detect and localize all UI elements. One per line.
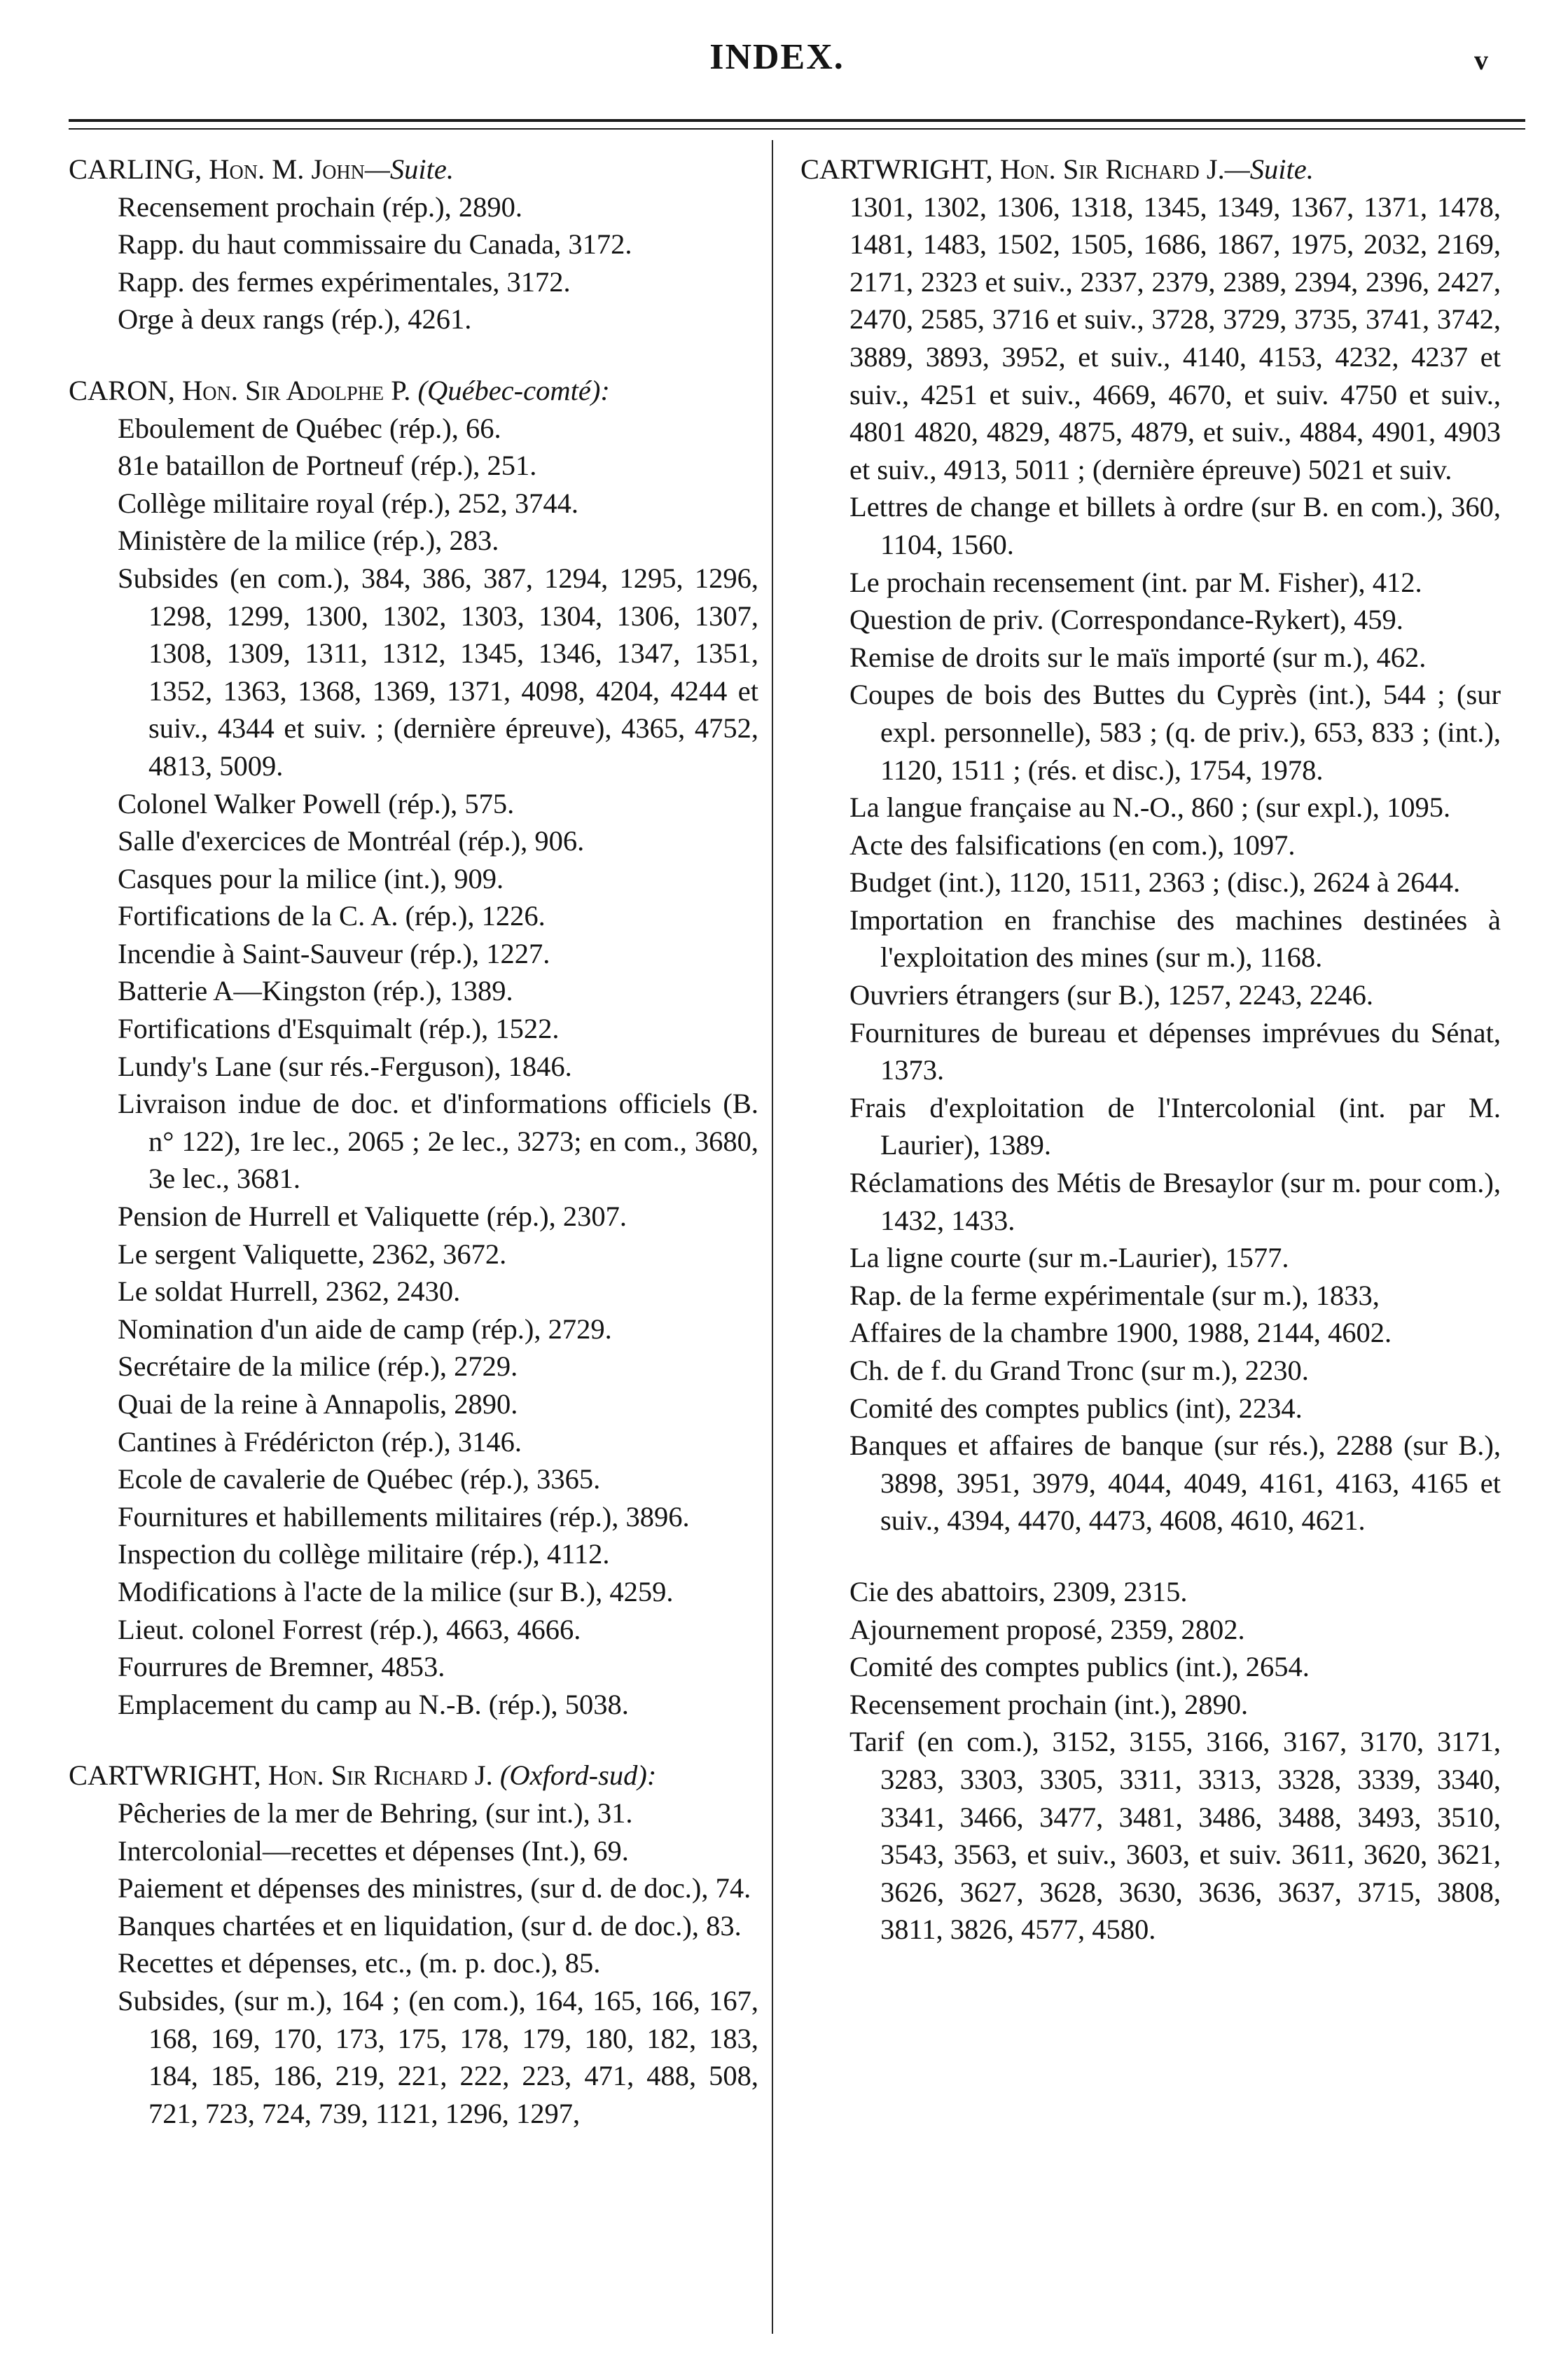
index-item: Le sergent Valiquette, 2362, 3672. [118, 1238, 507, 1270]
index-item: Batterie A—Kingston (rép.), 1389. [118, 975, 513, 1007]
index-item: Orge à deux rangs (rép.), 4261. [118, 303, 472, 335]
page-header [0, 36, 1554, 92]
index-item: Incendie à Saint-Sauveur (rép.), 1227. [118, 937, 550, 969]
entry-heading [69, 372, 758, 410]
index-item: Ministère de la milice (rép.), 283. [118, 525, 499, 557]
index-item: Casques pour la milice (int.), 909. [118, 862, 504, 894]
entry-heading-title: Hon. M. John [209, 153, 365, 185]
index-item: Budget (int.), 1120, 1511, 2363 ; (disc.), 2624 à 2644. [849, 866, 1461, 899]
index-entry-cartwright [69, 1757, 758, 2132]
page-title: INDEX. [709, 37, 845, 77]
index-entry-carling [69, 151, 758, 338]
index-item: Subsides (en com.), 384, 386, 387, 1294, 1295, 1296, 1298, 1299, 1300, 1302, 1303, 1304, 1306, 1307, 1308, 1309, 1311, 1312, 1345, 1346, 1347, 1351, 1352, 1363, 1368, 1369, 1371, 4098, 4204, 4244 et suiv., 4344 et suiv. ; (dernière épreuve), 4365, 4752, 4813, 5009. [118, 562, 758, 782]
index-item: Secrétaire de la milice (rép.), 2729. [118, 1350, 518, 1383]
entry-heading-title: Hon. Sir Richard J. [999, 153, 1225, 185]
index-item: Lundy's Lane (sur rés.-Ferguson), 1846. [118, 1050, 572, 1082]
index-item: Affaires de la chambre 1900, 1988, 2144, 4602. [849, 1317, 1392, 1349]
index-item: Le prochain recensement (int. par M. Fisher), 412. [849, 566, 1422, 598]
entry-heading [800, 151, 1501, 188]
index-item: Modifications à l'acte de la milice (sur B.), 4259. [118, 1575, 674, 1607]
entry-heading-title: Hon. Sir Richard J. [268, 1759, 493, 1792]
index-item: Collège militaire royal (rép.), 252, 3744. [118, 487, 578, 519]
entry-heading-name: CARLING, [69, 153, 202, 185]
index-item: Ecole de cavalerie de Québec (rép.), 3365. [118, 1463, 601, 1495]
index-item: Ch. de f. du Grand Tronc (sur m.), 2230. [849, 1355, 1309, 1386]
index-item: Fournitures et habillements militaires (rép.), 3896. [118, 1500, 690, 1533]
header-rule-thin [69, 128, 1525, 130]
index-item: Recettes et dépenses, etc., (m. p. doc.), 85. [118, 1947, 601, 1979]
index-item: Cantines à Frédéricton (rép.), 3146. [118, 1425, 522, 1458]
index-item: Question de priv. (Correspondance-Rykert), 459. [849, 604, 1403, 636]
index-item: Comité des comptes publics (int.), 2654. [849, 1651, 1310, 1683]
index-item: Ouvriers étrangers (sur B.), 1257, 2243, 2246. [849, 979, 1373, 1011]
index-item: Fournitures de bureau et dépenses imprévues du Sénat, 1373. [849, 1016, 1501, 1086]
entry-heading-name: CARON, [69, 374, 175, 406]
index-item: Fourrures de Bremner, 4853. [118, 1651, 445, 1683]
index-entry-cartwright-continued [800, 151, 1501, 1949]
index-item: Lieut. colonel Forrest (rép.), 4663, 4666. [118, 1613, 581, 1645]
index-item: Recensement prochain (rép.), 2890. [118, 191, 523, 223]
index-item: Frais d'exploitation de l'Intercolonial (int. par M. Laurier), 1389. [849, 1091, 1501, 1161]
entry-heading-name: CARTWRIGHT, [800, 153, 993, 185]
entry-heading-suffix: (Québec-comté): [417, 374, 610, 406]
entry-heading-suffix: —Suite. [1224, 153, 1314, 185]
index-item: Salle d'exercices de Montréal (rép.), 906. [118, 825, 585, 857]
entry-heading [69, 1757, 758, 1794]
index-item: Emplacement du camp au N.-B. (rép.), 5038. [118, 1688, 629, 1720]
index-item: Intercolonial—recettes et dépenses (Int.), 69. [118, 1834, 629, 1867]
index-item: Le soldat Hurrell, 2362, 2430. [118, 1275, 461, 1308]
index-item: Acte des falsifications (en com.), 1097. [849, 829, 1296, 861]
index-item: Nomination d'un aide de camp (rép.), 2729. [118, 1313, 612, 1345]
index-item: Fortifications d'Esquimalt (rép.), 1522. [118, 1013, 560, 1045]
index-item: La langue française au N.-O., 860 ; (sur expl.), 1095. [849, 791, 1451, 824]
index-item: Rapp. des fermes expérimentales, 3172. [118, 265, 571, 298]
page-number: v [1474, 44, 1488, 76]
index-item: La ligne courte (sur m.-Laurier), 1577. [849, 1242, 1289, 1274]
entry-heading-name: CARTWRIGHT, [69, 1759, 261, 1792]
entry-heading-suffix: (Oxford-sud): [499, 1759, 657, 1792]
column-divider [772, 140, 773, 2334]
index-item: Colonel Walker Powell (rép.), 575. [118, 787, 515, 819]
index-item: Importation en franchise des machines destinées à l'exploitation des mines (sur m.), 1168. [849, 904, 1501, 974]
continued-page-refs: 1301, 1302, 1306, 1318, 1345, 1349, 1367, 1371, 1478, 1481, 1483, 1502, 1505, 1686, 1867, 1975, 2032, 2169, 2171, 2323 et suiv., 2337, 2379, 2389, 2394, 2396, 2427, 2470, 2585, 3716 et suiv., 3728, 3729, 3735, 3741, 3742, 3889, 3893, 3952, et suiv., 4140, 4153, 4232, 4237 et suiv., 4251 et suiv., 4669, 4670, et suiv. 4750 et suiv., 4801 4820, 4829, 4875, 4879, et suiv., 4884, 4901, 4903 et suiv., 4913, 5011 ; (dernière épreuve) 5021 et suiv. [849, 191, 1501, 485]
entry-heading-suffix: —Suite. [364, 153, 454, 185]
index-item: Ajournement proposé, 2359, 2802. [849, 1613, 1245, 1645]
entry-heading-title: Hon. Sir Adolphe P. [182, 374, 411, 406]
index-item: Pension de Hurrell et Valiquette (rép.), 2307. [118, 1201, 627, 1233]
index-item: Subsides, (sur m.), 164 ; (en com.), 164, 165, 166, 167, 168, 169, 170, 173, 175, 178, 179, 180, 182, 183, 184, 185, 186, 219, 221, 222, 223, 471, 488, 508, 721, 723, 724, 739, 1121, 1296, 1297, [118, 1984, 758, 2129]
index-item: Livraison indue de doc. et d'informations officiels (B. n° 122), 1re lec., 2065 ; 2e lec., 3273; en com., 3680, 3e lec., 3681. [118, 1088, 758, 1195]
index-item: Rap. de la ferme expérimentale (sur m.), 1833, [849, 1279, 1380, 1311]
index-item: Fortifications de la C. A. (rép.), 1226. [118, 900, 546, 932]
entry-heading [69, 151, 758, 188]
index-item: Tarif (en com.), 3152, 3155, 3166, 3167, 3170, 3171, 3283, 3303, 3305, 3311, 3313, 3328, 3339, 3340, 3341, 3466, 3477, 3481, 3486, 3488, 3493, 3510, 3543, 3563, et suiv., 3603, et suiv. 3611, 3620, 3621, 3626, 3627, 3628, 3630, 3636, 3637, 3715, 3808, 3811, 3826, 4577, 4580. [849, 1726, 1501, 1946]
index-item: Pêcheries de la mer de Behring, (sur int.), 31. [118, 1797, 633, 1829]
index-item: Lettres de change et billets à ordre (sur B. en com.), 360, 1104, 1560. [849, 491, 1501, 560]
index-entry-caron [69, 372, 758, 1723]
index-item: Remise de droits sur le maïs importé (sur m.), 462. [849, 641, 1427, 673]
index-item: Paiement et dépenses des ministres, (sur d. de doc.), 74. [118, 1872, 751, 1904]
index-item: Inspection du collège militaire (rép.), 4112. [118, 1538, 610, 1570]
left-column [69, 151, 758, 2166]
index-item: Eboulement de Québec (rép.), 66. [118, 412, 501, 444]
index-item: Comité des comptes publics (int), 2234. [849, 1392, 1303, 1424]
index-item: Coupes de bois des Buttes du Cyprès (int.), 544 ; (sur expl. personnelle), 583 ; (q. de priv.), 653, 833 ; (int.), 1120, 1511 ; (rés. et disc.), 1754, 1978. [849, 679, 1501, 786]
header-rule-thick [69, 119, 1525, 122]
index-item: Cie des abattoirs, 2309, 2315. [849, 1575, 1188, 1607]
right-column [800, 151, 1501, 1982]
index-item: Rapp. du haut commissaire du Canada, 3172. [118, 228, 632, 261]
index-item: Réclamations des Métis de Bresaylor (sur m. pour com.), 1432, 1433. [849, 1167, 1501, 1236]
index-item: 81e bataillon de Portneuf (rép.), 251. [118, 450, 537, 482]
index-item: Recensement prochain (int.), 2890. [849, 1688, 1249, 1720]
index-item: Banques et affaires de banque (sur rés.), 2288 (sur B.), 3898, 3951, 3979, 4044, 4049, 4161, 4163, 4165 et suiv., 4394, 4470, 4473, 4608, 4610, 4621. [849, 1430, 1501, 1537]
index-item: Banques chartées et en liquidation, (sur d. de doc.), 83. [118, 1909, 742, 1942]
index-item: Quai de la reine à Annapolis, 2890. [118, 1388, 518, 1420]
